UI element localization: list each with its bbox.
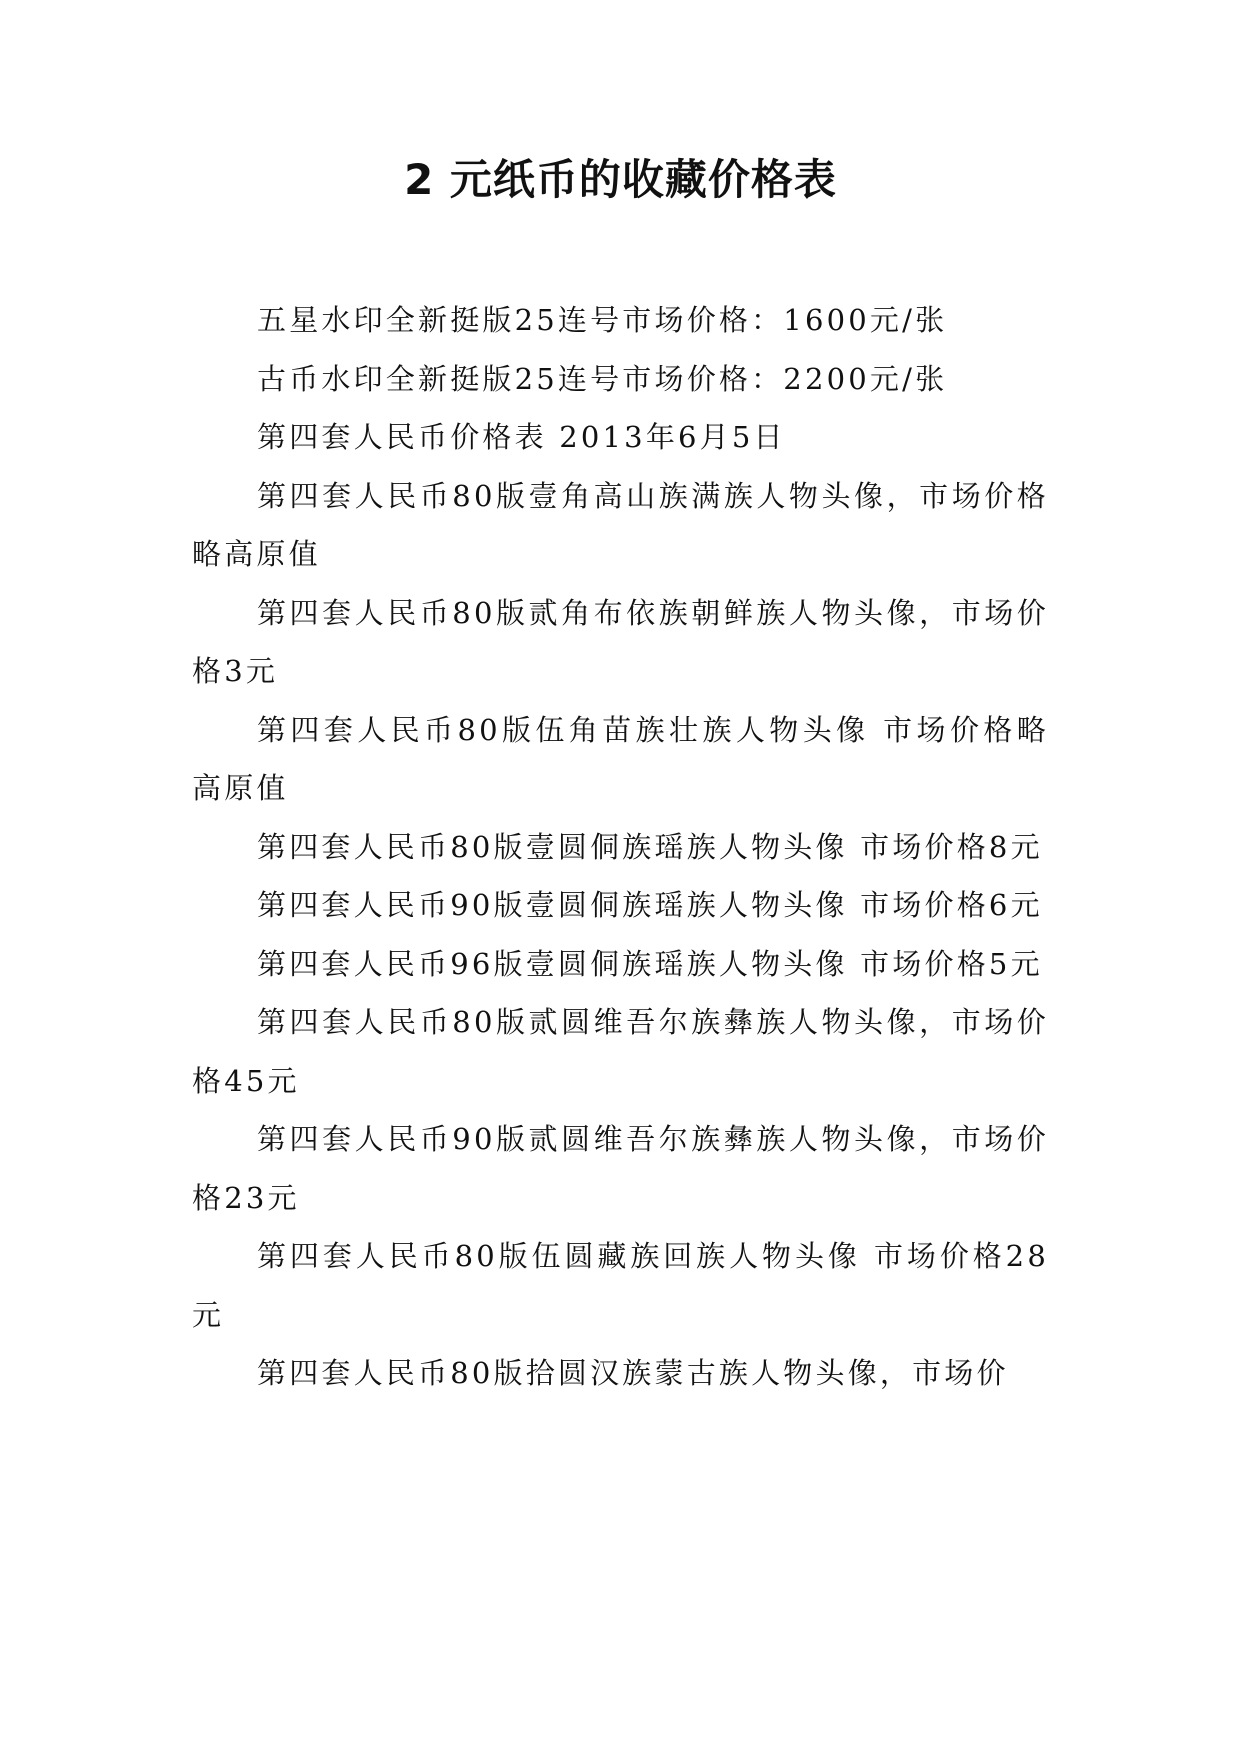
paragraph-90-one-yuan: 第四套人民币90版壹圆侗族瑶族人物头像 市场价格6元 bbox=[257, 888, 1043, 922]
paragraph-96-one-yuan: 第四套人民币96版壹圆侗族瑶族人物头像 市场价格5元 bbox=[257, 946, 1043, 981]
paragraph-80-two-yuan: 第四套人民币80版贰圆维吾尔族彝族人物头像，市场价格45元 bbox=[192, 1005, 1049, 1098]
document-title: 2 元纸币的收藏价格表 bbox=[404, 155, 837, 204]
paragraph-watermark-ancient-coin: 古币水印全新挺版25连号市场价格：2200元/张 bbox=[257, 361, 948, 396]
paragraph-price-table-date: 第四套人民币价格表 2013年6月5日 bbox=[257, 420, 786, 454]
paragraph-80-one-jiao: 第四套人民币80版壹角高山族满族人物头像，市场价格略高原值 bbox=[192, 478, 1049, 571]
paragraph-watermark-five-star: 五星水印全新挺版25连号市场价格：1600元/张 bbox=[257, 303, 948, 337]
paragraph-80-five-yuan: 第四套人民币80版伍圆藏族回族人物头像 市场价格28元 bbox=[192, 1239, 1049, 1332]
paragraph-80-five-jiao: 第四套人民币80版伍角苗族壮族人物头像 市场价格略高原值 bbox=[192, 712, 1049, 805]
paragraph-90-two-yuan: 第四套人民币90版贰圆维吾尔族彝族人物头像，市场价格23元 bbox=[192, 1122, 1049, 1215]
paragraph-80-one-yuan: 第四套人民币80版壹圆侗族瑶族人物头像 市场价格8元 bbox=[257, 829, 1043, 864]
document-body bbox=[192, 291, 1049, 1403]
paragraph-80-two-jiao: 第四套人民币80版贰角布依族朝鲜族人物头像，市场价格3元 bbox=[192, 595, 1049, 688]
paragraph-80-ten-yuan: 第四套人民币80版拾圆汉族蒙古族人物头像，市场价 bbox=[257, 1356, 1009, 1390]
